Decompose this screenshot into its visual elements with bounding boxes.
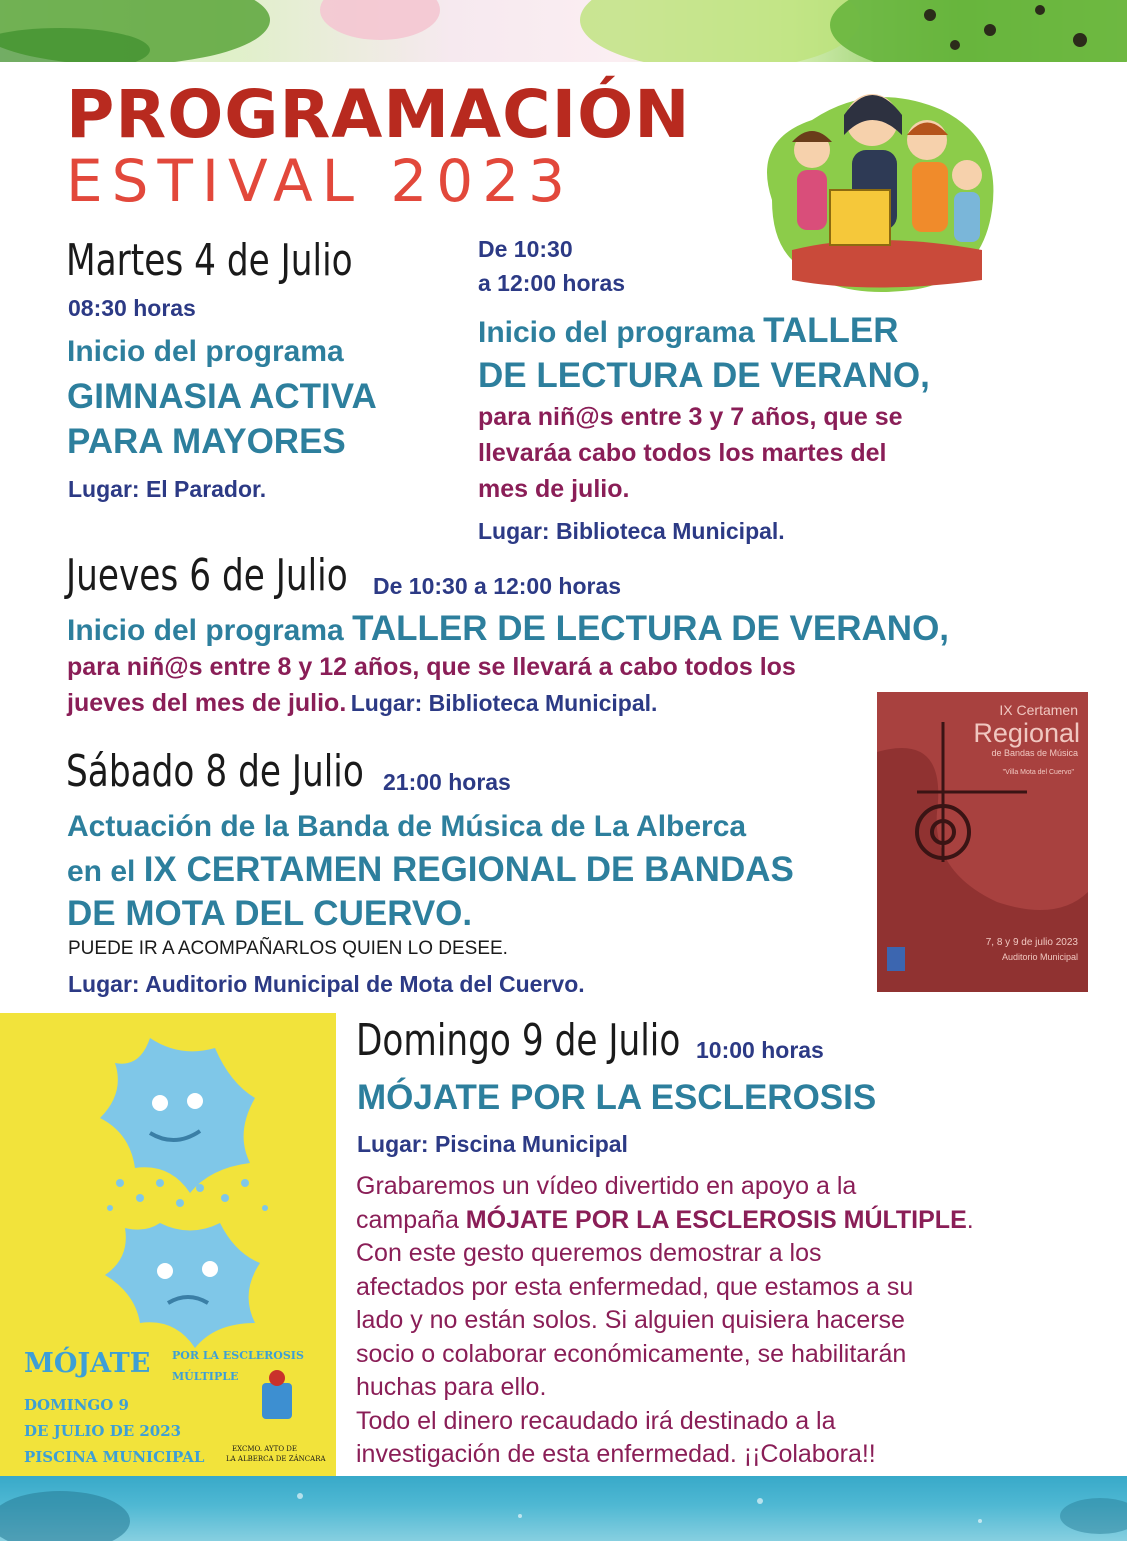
certamen-poster-line1: IX Certamen: [999, 702, 1078, 718]
martes-time: 08:30 horas: [68, 295, 196, 321]
jueves-intro: Inicio del programa: [67, 614, 353, 647]
sabado-day-heading: Sábado 8 de Julio: [66, 746, 364, 797]
certamen-poster-dates: 7, 8 y 9 de julio 2023: [985, 937, 1078, 948]
mojate-poster-org1: EXCMO. AYTO DE: [232, 1445, 298, 1453]
domingo-p9: investigación de esta enfermedad. ¡¡Colabora!!: [356, 1440, 876, 1468]
martes-second-audience-line1: para niñ@s entre 3 y 7 años, que se: [478, 403, 903, 431]
martes-second-place: Lugar: Biblioteca Municipal.: [478, 518, 785, 544]
domingo-time: 10:00 horas: [696, 1037, 824, 1063]
certamen-poster-image: [877, 692, 1088, 992]
mojate-poster-date2: DE JULIO DE 2023: [24, 1422, 182, 1440]
mojate-poster-date3: PISCINA MUNICIPAL: [24, 1448, 205, 1466]
jueves-day-heading: Jueves 6 de Julio: [66, 550, 348, 601]
domingo-p6: socio o colaborar económicamente, se habilitarán: [356, 1339, 907, 1368]
domingo-p3: Con este gesto queremos demostrar a los: [356, 1239, 822, 1267]
top-decorative-banner: [0, 0, 1127, 62]
page-subtitle: ESTIVAL 2023: [66, 147, 574, 215]
domingo-p2-pre: campaña: [356, 1205, 466, 1234]
sabado-line3: DE MOTA DEL CUERVO.: [67, 894, 473, 933]
martes-second-audience-line2: llevaráa cabo todos los martes del: [478, 439, 887, 467]
mojate-poster-date1: DOMINGO 9: [24, 1396, 129, 1414]
kids-reading-illustration: [752, 80, 1002, 298]
martes-place: Lugar: El Parador.: [68, 476, 267, 502]
sabado-line2-row: [67, 848, 794, 892]
certamen-poster-venue: Auditorio Municipal: [1001, 952, 1078, 962]
domingo-title: MÓJATE POR LA ESCLEROSIS: [357, 1078, 877, 1117]
mojate-poster-org2: LA ALBERCA DE ZÁNCARA: [226, 1455, 326, 1463]
domingo-p7: huchas para ello.: [356, 1373, 547, 1401]
jueves-program: TALLER DE LECTURA DE VERANO,: [352, 609, 950, 648]
martes-second-intro-line: [478, 309, 899, 353]
martes-program-line2: PARA MAYORES: [67, 422, 346, 461]
domingo-p2: [356, 1204, 1056, 1238]
domingo-p1: Grabaremos un vídeo divertido en apoyo a la: [356, 1172, 857, 1200]
sabado-place: Lugar: Auditorio Municipal de Mota del Cuervo.: [68, 971, 585, 997]
certamen-poster-line4: "Villa Mota del Cuervo": [1002, 769, 1074, 776]
mojate-poster-image: [0, 1013, 336, 1478]
jueves-audience-line2-row: [67, 685, 657, 721]
mojate-poster-title: MÓJATE: [24, 1348, 151, 1379]
domingo-p2-bold: MÓJATE POR LA ESCLEROSIS MÚLTIPLE: [465, 1205, 967, 1234]
jueves-intro-line: [67, 607, 949, 651]
martes-second-time-line1: De 10:30: [478, 236, 573, 262]
sabado-line2-bold: IX CERTAMEN REGIONAL DE BANDAS: [143, 850, 794, 889]
martes-intro: Inicio del programa: [67, 335, 344, 368]
domingo-p2-post: .: [966, 1205, 974, 1234]
martes-second-program-line2: DE LECTURA DE VERANO,: [478, 356, 930, 395]
sabado-note: PUEDE IR A ACOMPAÑARLOS QUIEN LO DESEE.: [68, 938, 508, 959]
martes-day-heading: Martes 4 de Julio: [66, 235, 353, 286]
mojate-poster-subtitle1: POR LA ESCLEROSIS: [172, 1349, 304, 1362]
page-title: PROGRAMACIÓN: [66, 76, 691, 153]
jueves-place: Lugar: Biblioteca Municipal.: [350, 690, 658, 716]
domingo-p8: Todo el dinero recaudado irá destinado a la: [356, 1406, 836, 1435]
martes-second-audience-line3: mes de julio.: [478, 475, 630, 503]
jueves-audience-line2: jueves del mes de julio.: [67, 689, 347, 717]
certamen-poster-line2: Regional: [973, 718, 1080, 748]
domingo-day-heading: Domingo 9 de Julio: [356, 1015, 681, 1066]
mojate-poster-subtitle2: MÚLTIPLE: [172, 1370, 239, 1383]
domingo-p5: lado y no están solos. Si alguien quisiera hacerse: [356, 1306, 905, 1334]
certamen-poster-line3: de Bandas de Música: [991, 748, 1078, 758]
bottom-decorative-banner: [0, 1476, 1127, 1541]
jueves-audience-line1: para niñ@s entre 8 y 12 años, que se llevará a cabo todos los: [67, 653, 796, 681]
sabado-line2-pre: en el: [67, 855, 144, 888]
sabado-time: 21:00 horas: [383, 769, 511, 795]
jueves-time: De 10:30 a 12:00 horas: [373, 573, 622, 599]
martes-second-intro: Inicio del programa: [478, 316, 764, 349]
domingo-p4: afectados por esta enfermedad, que estamos a su: [356, 1272, 914, 1301]
martes-second-time-line2: a 12:00 horas: [478, 270, 626, 296]
sabado-line1: Actuación de la Banda de Música de La Alberca: [67, 810, 747, 843]
martes-program-line1: GIMNASIA ACTIVA: [67, 377, 377, 416]
domingo-description: [356, 1170, 1056, 1472]
domingo-place: Lugar: Piscina Municipal: [357, 1131, 628, 1157]
martes-second-program-line1: TALLER: [763, 311, 899, 350]
water-decoration: [0, 1476, 1127, 1541]
leaf-decoration: [0, 0, 1127, 62]
